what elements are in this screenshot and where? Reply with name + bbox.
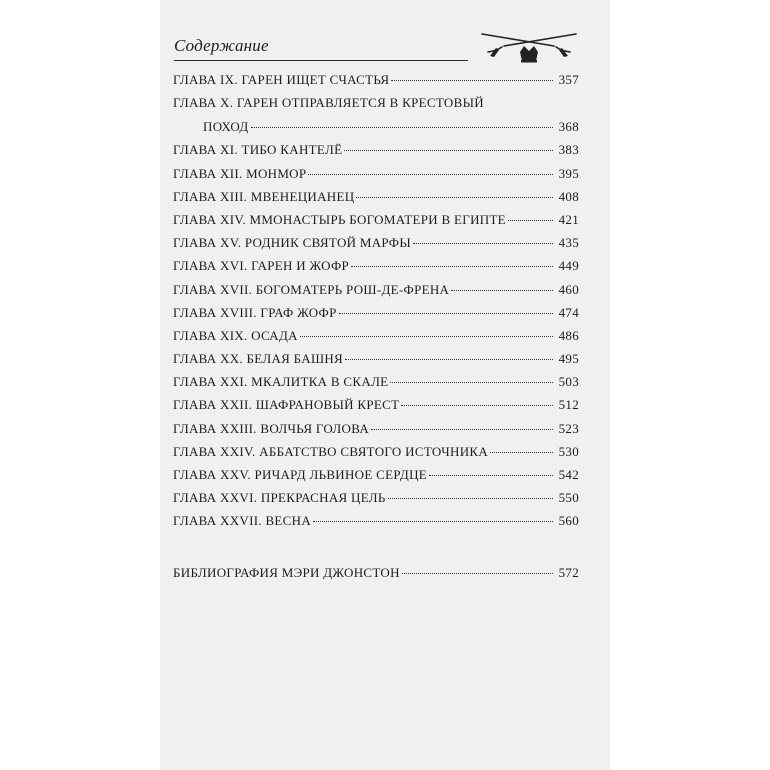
toc-entry-title: ГЛАВА IX. ГАРЕН ИЩЕТ СЧАСТЬЯ bbox=[173, 72, 390, 87]
dot-leader bbox=[388, 498, 553, 499]
dot-leader bbox=[308, 174, 553, 175]
toc-entry-page: 460 bbox=[558, 281, 579, 297]
toc-entry bbox=[173, 374, 579, 397]
toc-entry bbox=[173, 212, 579, 235]
toc-entry bbox=[173, 421, 579, 444]
toc-entry-title: ГЛАВА XIV. ММОНАСТЫРЬ БОГОМАТЕРИ В ЕГИПТЕ bbox=[173, 211, 506, 227]
toc-entry bbox=[173, 490, 579, 513]
toc-entry-title: ГЛАВА XI. ТИБО КАНТЕЛЁ bbox=[173, 142, 343, 158]
toc-entry-page: 408 bbox=[558, 188, 579, 204]
toc-entry bbox=[173, 72, 579, 95]
toc-entry bbox=[173, 95, 579, 119]
dot-leader bbox=[451, 290, 553, 291]
toc-entry-title: ГЛАВА XIX. ОСАДА bbox=[173, 327, 298, 343]
toc-entry-page: 474 bbox=[558, 304, 579, 320]
toc-entry bbox=[173, 166, 579, 189]
book-page bbox=[160, 0, 610, 770]
toc-entry-page: 357 bbox=[558, 72, 579, 87]
toc-entry-page: 572 bbox=[558, 564, 579, 580]
toc-entry-title: ГЛАВА XVI. ГАРЕН И ЖОФР bbox=[173, 258, 350, 274]
dot-leader bbox=[344, 150, 553, 151]
dot-leader bbox=[351, 266, 553, 267]
crossed-swords-crown-icon bbox=[474, 26, 584, 66]
dot-leader bbox=[390, 382, 553, 383]
toc-entry-page: 383 bbox=[558, 142, 579, 158]
toc-entry-page: 435 bbox=[558, 235, 579, 251]
dot-leader bbox=[490, 452, 553, 453]
toc-entry-title: ГЛАВА XXIII. ВОЛЧЬЯ ГОЛОВА bbox=[173, 420, 370, 436]
toc-entry-title: ГЛАВА XXIV. АББАТСТВО СВЯТОГО ИСТОЧНИКА bbox=[173, 443, 489, 459]
toc-entry bbox=[173, 142, 579, 165]
dot-leader bbox=[300, 336, 553, 337]
dot-leader bbox=[401, 405, 553, 406]
toc-entry-page: 550 bbox=[558, 490, 579, 506]
toc-entry-title: ГЛАВА XVIII. ГРАФ ЖОФР bbox=[173, 304, 337, 320]
toc-entry-page: 503 bbox=[558, 374, 579, 390]
toc-entry-page: 530 bbox=[558, 443, 579, 459]
toc-entry-page: 449 bbox=[558, 258, 579, 274]
toc-entry bbox=[173, 282, 579, 305]
toc-entry-title: ПОХОД bbox=[203, 119, 249, 135]
dot-leader bbox=[356, 197, 553, 198]
toc-entry-page: 368 bbox=[558, 119, 579, 135]
toc-entry-title: ГЛАВА XX. БЕЛАЯ БАШНЯ bbox=[173, 351, 344, 367]
toc-entry-page: 421 bbox=[558, 211, 579, 227]
toc-entry-page: 486 bbox=[558, 327, 579, 343]
toc-entry-title: ГЛАВА XIII. МВЕНЕЦИАНЕЦ bbox=[173, 188, 355, 204]
toc-entry bbox=[173, 189, 579, 212]
toc-entry bbox=[173, 444, 579, 467]
dot-leader bbox=[413, 243, 553, 244]
toc-entry bbox=[173, 513, 579, 536]
header-rule bbox=[174, 60, 468, 61]
toc-entry-bibliography bbox=[173, 565, 579, 588]
toc-entry-title: ГЛАВА XXV. РИЧАРД ЛЬВИНОЕ СЕРДЦЕ bbox=[173, 467, 428, 482]
toc-entry-title: ГЛАВА XXII. ШАФРАНОВЫЙ КРЕСТ bbox=[173, 397, 400, 413]
page-title: Содержание bbox=[174, 36, 269, 55]
dot-leader bbox=[313, 521, 553, 522]
toc-entry bbox=[173, 258, 579, 281]
toc-entry bbox=[173, 351, 579, 374]
dot-leader bbox=[339, 313, 553, 314]
toc-entry-title: ГЛАВА XII. МОНМОР bbox=[173, 165, 307, 181]
toc-entry bbox=[173, 467, 579, 490]
toc-entry-page: 523 bbox=[558, 420, 579, 436]
toc-entry bbox=[173, 328, 579, 351]
toc-entry-title: ГЛАВА X. ГАРЕН ОТПРАВЛЯЕТСЯ В КРЕСТОВЫЙ bbox=[173, 95, 484, 111]
toc-entry-page: 395 bbox=[558, 165, 579, 181]
dot-leader bbox=[508, 220, 553, 221]
dot-leader bbox=[391, 80, 553, 81]
dot-leader bbox=[429, 475, 553, 476]
toc-entry-title: ГЛАВА XXVII. ВЕСНА bbox=[173, 513, 312, 529]
dot-leader bbox=[345, 359, 553, 360]
dot-leader bbox=[402, 573, 553, 574]
toc-entry-page: 560 bbox=[558, 513, 579, 529]
toc-entry bbox=[173, 235, 579, 258]
toc-entry-title: ГЛАВА XXI. МКАЛИТКА В СКАЛЕ bbox=[173, 374, 389, 390]
toc-entry-page: 542 bbox=[558, 467, 579, 482]
toc-entry-title: ГЛАВА XV. РОДНИК СВЯТОЙ МАРФЫ bbox=[173, 235, 411, 251]
dot-leader bbox=[371, 429, 553, 430]
toc-entry-page: 495 bbox=[558, 351, 579, 367]
toc-entry-page: 512 bbox=[558, 397, 579, 413]
toc-entry bbox=[173, 305, 579, 328]
toc-entry bbox=[173, 397, 579, 420]
toc-entry-continuation bbox=[173, 119, 579, 142]
dot-leader bbox=[251, 127, 553, 128]
running-head bbox=[174, 36, 594, 66]
toc-entry-title: ГЛАВА XVII. БОГОМАТЕРЬ РОШ-ДЕ-ФРЕНА bbox=[173, 281, 450, 297]
toc-entry-title: ГЛАВА XXVI. ПРЕКРАСНАЯ ЦЕЛЬ bbox=[173, 490, 386, 506]
toc-entry-title: БИБЛИОГРАФИЯ МЭРИ ДЖОНСТОН bbox=[173, 564, 400, 580]
table-of-contents bbox=[173, 72, 579, 588]
